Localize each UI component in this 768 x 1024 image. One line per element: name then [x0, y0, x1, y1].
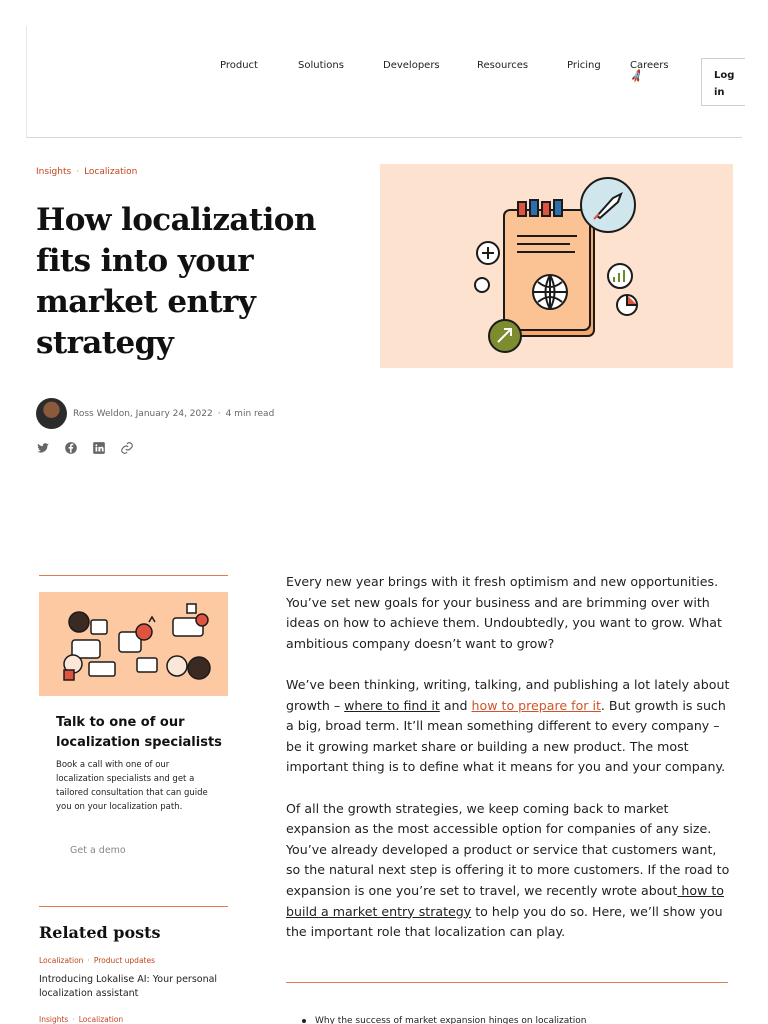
cta-illustration — [39, 592, 228, 696]
team-chat-icon — [39, 592, 228, 696]
nav-pricing[interactable]: Pricing — [567, 60, 601, 71]
login-button[interactable]: Log in — [701, 58, 745, 106]
author-date: Ross Weldon, January 24, 2022 — [73, 408, 213, 419]
article-body — [286, 572, 734, 963]
nav-resources[interactable]: Resources — [477, 60, 529, 71]
article-divider — [286, 982, 728, 983]
link-icon[interactable] — [120, 440, 134, 454]
tag-insights[interactable]: Insights — [36, 167, 72, 177]
paragraph-text: . But growth is such a big, broad term. It’ll mean something different to every company – be it growing market share or building a new product. The most important thing is to define what it means for you and your company. — [286, 697, 726, 775]
related-post-link[interactable]: Introducing Lokalise AI: Your personal localization assistant — [39, 974, 218, 999]
tag-localization[interactable]: Localization — [39, 956, 84, 965]
article-paragraph — [286, 675, 734, 778]
breadcrumb: Insights · Localization — [36, 167, 138, 177]
related-post-tags: Insights · Localization — [39, 1015, 124, 1024]
sidebar-divider — [39, 575, 228, 576]
toc-item[interactable]: Why the success of market expansion hinges on localization — [302, 1016, 586, 1024]
nav-product[interactable]: Product — [220, 60, 258, 71]
rocket-icon: 🚀 — [629, 69, 646, 86]
paragraph-text: and — [439, 697, 472, 713]
sidebar-divider — [39, 906, 228, 907]
nav-developers[interactable]: Developers — [383, 60, 440, 71]
share-row — [36, 440, 134, 454]
article-meta: Ross Weldon, January 24, 2022 · 4 min read — [73, 408, 275, 419]
page-title: How localization fits into your market entry strategy — [36, 202, 316, 361]
where-to-find-it-link[interactable]: where to find it — [344, 697, 440, 713]
nav-solutions[interactable]: Solutions — [298, 60, 344, 71]
twitter-icon[interactable] — [36, 440, 50, 454]
cta-description: Book a call with one of our localization specialists and get a tailored consultation that can guide you on your localization path. — [56, 760, 208, 812]
article-paragraph — [286, 799, 734, 943]
facebook-icon[interactable] — [64, 440, 78, 454]
related-post-tags: Localization · Product updates — [39, 956, 156, 965]
paragraph-text: We’ve been thinking, writing, talking, and publishing a lot lately about growth – — [286, 676, 730, 713]
avatar — [36, 398, 67, 429]
tag-product-updates[interactable]: Product updates — [93, 956, 156, 965]
tag-insights[interactable]: Insights — [39, 1015, 69, 1024]
nav-careers[interactable]: Careers — [630, 60, 669, 71]
strategy-book-icon — [380, 164, 733, 368]
author-row — [36, 398, 274, 429]
tag-localization[interactable]: Localization — [78, 1015, 124, 1024]
paragraph-text: Of all the growth strategies, we keep coming back to market expansion as the most accessible option for companies of any size. You’ve already developed a product or service that customers want, so the natural next step is offering it to more customers. If the road to expansion is one you’re set to travel, we recently wrote about — [286, 800, 730, 898]
related-posts-heading: Related posts — [39, 923, 161, 942]
linkedin-icon[interactable] — [92, 440, 106, 454]
paragraph-text: to help you do so. Here, we’ll show you the important role that localization can play. — [286, 903, 723, 940]
get-demo-link[interactable]: Get a demo — [70, 845, 126, 856]
market-entry-strategy-link[interactable]: how to build a market entry strategy — [286, 882, 724, 919]
read-time: 4 min read — [225, 408, 275, 419]
cta-title: Talk to one of our localization specialists — [56, 715, 222, 750]
article-paragraph: Every new year brings with it fresh optimism and new opportunities. You’ve set new goals for your business and are brimming over with ideas on how to achieve them. Undoubtedly, you want to grow. What ambitious company doesn’t want to grow? — [286, 574, 722, 651]
hero-illustration — [380, 164, 733, 368]
tag-localization[interactable]: Localization — [84, 167, 138, 177]
how-to-prepare-link[interactable]: how to prepare for it — [471, 697, 601, 713]
